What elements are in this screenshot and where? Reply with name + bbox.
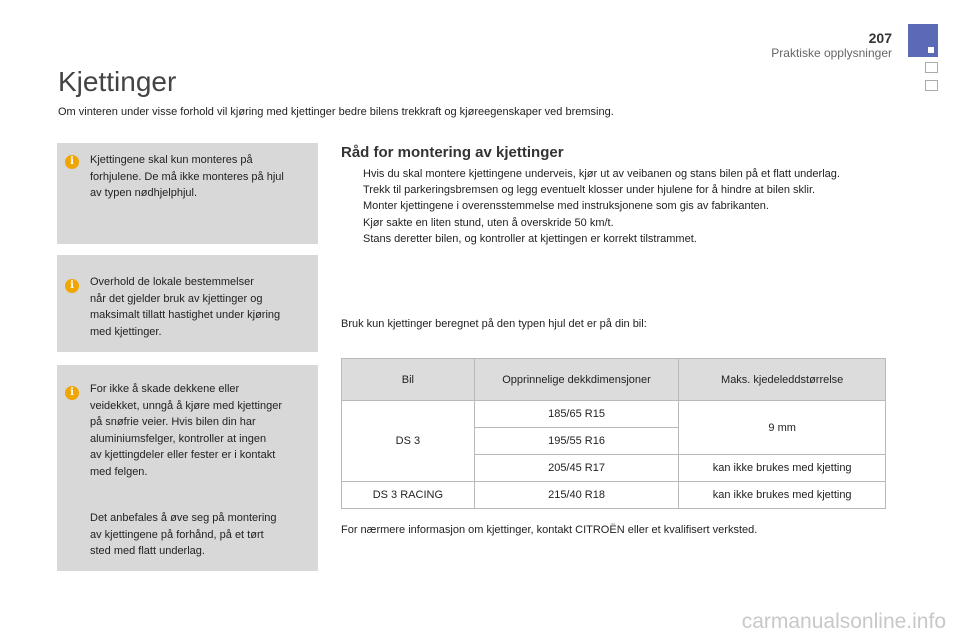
current-page-tab [908, 24, 938, 57]
list-item: Kjør sakte en liten stund, uten å overskride 50 km/t. [363, 216, 614, 229]
table-cell-car: DS 3 [342, 401, 475, 482]
column-header-tyre-size: Opprinnelige dekkdimensjoner [474, 359, 679, 401]
info-box-front-wheels [57, 143, 318, 244]
section-heading: Råd for montering av kjettinger [341, 144, 564, 161]
table-cell-max-link: kan ikke brukes med kjetting [679, 455, 886, 482]
table-cell-max-link: kan ikke brukes med kjetting [679, 482, 886, 509]
info-box-tyre-damage [57, 365, 318, 571]
table-cell-tyre: 205/45 R17 [474, 455, 679, 482]
table-cell-tyre: 185/65 R15 [474, 401, 679, 428]
info-box-text: Kjettingene skal kun monteres på forhjulene. De må ikke monteres på hjul av typen nødhjelphjul. [90, 154, 284, 199]
table-header-row [342, 359, 886, 401]
list-item: Monter kjettingene i overensstemmelse med instruksjonene som gis av fabrikanten. [363, 200, 769, 213]
page-title: Kjettinger [58, 66, 177, 97]
snow-chain-table [341, 358, 886, 509]
table-cell-tyre: 195/55 R16 [474, 428, 679, 455]
page-tab-empty [925, 80, 938, 91]
table-row [342, 482, 886, 509]
info-icon: i [65, 279, 79, 293]
table-cell-tyre: 215/40 R18 [474, 482, 679, 509]
table-cell-car: DS 3 RACING [342, 482, 475, 509]
list-item: Hvis du skal montere kjettingene underveis, kjør ut av veibanen og stans bilen på et flatt underlag. [363, 168, 840, 180]
table-intro: Bruk kun kjettinger beregnet på den typen hjul det er på din bil: [341, 318, 647, 330]
info-icon: i [65, 155, 79, 169]
intro-text: Om vinteren under visse forhold vil kjøring med kjettinger bedre bilens trekkraft og kjøreegenskaper ved bremsing. [58, 106, 614, 118]
list-item: Stans deretter bilen, og kontroller at kjettingen er korrekt tilstrammet. [363, 232, 697, 245]
info-icon: i [65, 386, 79, 400]
section-name: Praktiske opplysninger [771, 46, 892, 60]
info-box-text: For ikke å skade dekkene eller veidekket, unngå å kjøre med kjettinger på snøfrie veier. Hvis bilen din har aluminiumsfelger, kontroller at ingen av kjettingdeler eller fester er i kontakt med felgen. [90, 383, 282, 478]
watermark: carmanualsonline.info [741, 610, 946, 633]
info-box-local-regulations [57, 255, 318, 352]
column-header-car: Bil [342, 359, 475, 401]
page-number: 207 [868, 30, 892, 46]
advice-list [341, 166, 881, 247]
table-row [342, 401, 886, 428]
footer-note: For nærmere informasjon om kjettinger, kontakt CITROËN eller et kvalifisert verksted. [341, 524, 758, 536]
info-box-text-practice: Det anbefales å øve seg på montering av kjettingene på forhånd, på et tørt sted med flatt underlag. [90, 512, 277, 557]
info-box-text: Overhold de lokale bestemmelser når det gjelder bruk av kjettinger og maksimalt tillatt hastighet under kjøring med kjettinger. [90, 276, 281, 338]
table-cell-max-link: 9 mm [679, 401, 886, 455]
page-tab-empty [925, 62, 938, 73]
column-header-max-link-size: Maks. kjedeleddstørrelse [679, 359, 886, 401]
list-item: Trekk til parkeringsbremsen og legg eventuelt klosser under hjulene for å hindre at bilen sklir. [363, 184, 816, 197]
